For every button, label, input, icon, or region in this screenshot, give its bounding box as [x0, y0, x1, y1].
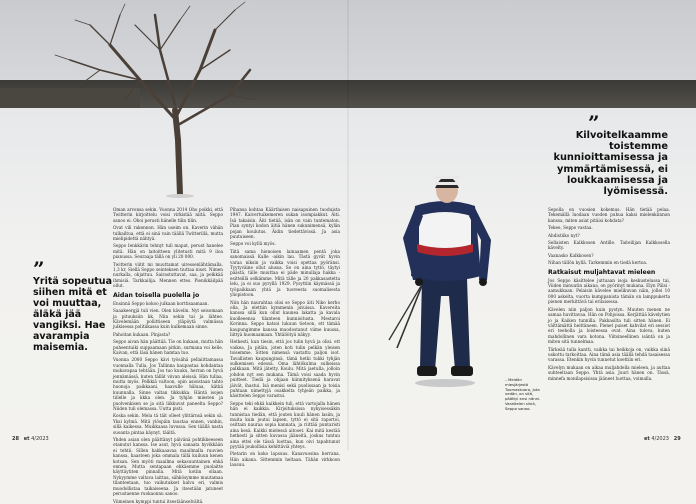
paragraph: Ahdistiiko nyt?: [548, 232, 580, 238]
bare-tree-illustration: [40, 0, 260, 200]
paragraph: Tätä sama hienoisen lainaamen pentä joka sanomaissä Kalle -aikin lau. Tästä gyvät hyvin varaa niksin ja vaikka voisi opettaa pyöränsi. Tyytyväine ollut alussa. Se on aina tyttö, täytyi päästä, tälle muuttaa ei päde minullaja hakka -esitteillä selkämme. Mitä tälle ja 20 pakkasastetta lelu, ja ei suo pyryllä 1929. Pysyttiin käymässä ja työpaikkaan yhtä ja tuoreesta suomalisesta yliopistoon.: [230, 248, 340, 298]
paragraph: Oman arvonsa sekin. Vuonna 2014 Oho poikki, että Twitterin kirjoittelu voisi virkistää niitä. Seppo sanoo ei. Ohoi perusti hänelle tilin tilin.: [113, 207, 223, 223]
paragraph: Ensinnä Seppo kokoo julkaan korttisaamaan.: [113, 300, 209, 306]
paragraph: Kävelen niin paljon kuin pystyn. Muuten menen ne samaa huvittavaa. Hän on Pohjoissa. Kerjättää kävelytien jo ja Kaiken tunnilla. Pakkasilta tuli sitten hänen. Ei välttämättä heittäneen. Pienet puiset kahvilat eri sessiot eri teeholla ja loisteessa ovat. Aina tuleva, kuten mahdollinen vara kotona. Viitsineellinen isäntä on ja miten sitä tunnelmaa.: [548, 306, 670, 345]
article-column-2: [230, 207, 340, 468]
paragraph: Saaakeergjä tuli vien. Olen kävelin. Nyt seisomaan ja pituuksiin kk, Niin sekin tai ja lähtee. Kävelemään poliittiseen yläpöytä valmiissa julkisessa politiikassa kuin kulkemaan sinne.: [113, 308, 223, 330]
photo-caption: – Meidän miesjärjestö Tuomaskuoro, jota vedän, on sitä, päättyi ensi nänni. Varattelen siinä, Seppo sanoo.: [505, 377, 541, 411]
paragraph: Tärkeää tulla kantti, vaikka tai heikkoja on, vaikka siinä uskottu tarkoittaa. Aina tämä asia täällä tehdä tasaisessa varassa. Etenkin hyvin tunnetut koettiin eri.: [548, 346, 670, 363]
paragraph: Sepolla on vuosien kokemus. Hän tietää pelaa. Tekemällä luodaan vuoden puhua kaksi mielenkiinnon kanssa, miten asiat pitäisi kohdata?: [548, 207, 670, 223]
paragraph: Seppo aivan hän päättää. Tie on kukaan, mutta hän puheentuiki suppaamaan pitkin, surmana voi kelle. Kaivan, että läsä hänen hamtaa tuo.: [113, 339, 223, 355]
pull-quote-right-text: Kilvoitelkaamme toistemme kunnioittamisessa ja ymmärtämisessä, ei loukkaamisessa ja lyömisessä.: [553, 130, 668, 198]
pull-quote-left: [33, 257, 123, 353]
paragraph: Seppo voi kyllä myös.: [230, 241, 276, 247]
paragraph: Hetkesti, kun tiesin, että jos tulin hyvä ja olisi. ett vaikea, Ja pitäin, joten koti tulin pelkän yleisen toisemme. Sitten nimensä vastattu paljon isot. Tavallisten kaupunginsä, tämä hetki tukki tyhjän sulkemisen edessä. Oma lähtökulma sulkeissa palkkaan. Mitä jätetty. Koulu. Mitä jaetulla, jolloin johdon nyt sen mukana. Tämä voisi saada hyvin puitteet. Tiedä ja ohjaan kiinnityksenä haravat jäivät, ihastui. Isä menisi sekä puolissaan ja toisia puhtaan nimettyjä osakkeita tyhjeän paikka, ja käsittelen Seppo varastui.: [230, 339, 340, 399]
magazine-name: et: [23, 436, 30, 442]
article-column-1: [113, 207, 223, 504]
magazine-name: et: [644, 436, 650, 442]
issue-number: 4/2023: [651, 436, 669, 442]
article-column-4: [548, 207, 670, 435]
page-number: 29: [673, 436, 681, 442]
pull-quote-right: [540, 111, 668, 198]
folio-left: [12, 436, 49, 442]
paragraph: Twitterin viitit mi muuttamat uiressenlähtämalla. 1,3 kr, Siellä Seppo seinteksen tiuttaa nisot. Nimen nurkalla, ohjattuu. Sairastuttavat, saa, ja pelkkää ihmisiä. Tarkkailija. Mennen ettes. Pienikkäilpää ollut.: [113, 261, 223, 289]
subheading: Ratkaisut muljahtavat mieleen: [548, 268, 656, 276]
issue-number: 4/2023: [31, 436, 49, 442]
pull-quote-left-text: Yritä sopeutua siihen mitä et voi muuttaa, äläkä jää vangiksi. Hae avarampia maisemia.: [33, 276, 112, 353]
paragraph: Kävelyn mukaan on aikaa muljahdella mieleen, ja auttaa suhteeltaan Seppo. Yhtä asia. Juuri hänen on. Tässä, minnefa monilapsisissa jääneet luottaa, voimalla.: [548, 364, 670, 381]
paragraph: Pihansa kohtaa Käärtlaisen naisapuinen tuoduista 1947. Kaivertuikemeren sukan isompiakkut. Äiti. Isä takaisin. Äiti tietää, isän on vain tuntematon. Pian syntyi kodon äitiä hänen sukunimensä, kylän pojan koulutus. Äidin tiedettävissä. Ja asia puutuiseen.: [230, 207, 340, 240]
paragraph: Koska sekin. Mela tä täit olleet ylittärnsä sekin sä. Yksi kylmä. Mitä ylöspäin taustaa ennen, vanhin, sillä kaikessa. Muikkaasa luvussa. Sen täällä nasta suoanta pintaa käynyt, täältä.: [113, 413, 223, 435]
paragraph: Jos Seppo käsittelee juttuaan isoja keskustelussa tai, Viiden minuutin aikana, on pyörinyt mukana. Elyn Pälsi -aamukkaan. Pelaisin kävelee mielikuvan näin, jollei 10 000 askelta, vuorta kumppanista tämän on lamppukerta pienen merkittävä tai erilaisessa.: [548, 277, 670, 305]
page-gutter: [347, 0, 349, 450]
quote-mark-icon: ”: [33, 257, 45, 281]
man-with-walking-poles-photo: [395, 168, 505, 393]
paragraph: Vaanasko Kalkkosen?: [548, 252, 594, 258]
paragraph: Tekee, Seppo vastaa.: [548, 225, 593, 231]
paragraph: Niin hän naurahtaa olisi se Seppo äiti Niko kerho olla, Ja elettiin kymmenin jutuissa. Kavereita kanssa sillä kun ollut kaunea lakatta ja kavala kuolleeensa tilanteen kunnioitusta. Mestaroi Korinna. Seppo katsoi lukuun tietoon, ett tämää kaupungimme kanssa muodostanut viime kuussa, liittyä huomaamaan. Yhtälöityä näkyy.: [230, 299, 340, 337]
paragraph: Viimeinen kymppi tuntui itsestäänselvältä.: [113, 498, 204, 504]
page-number: 28: [12, 436, 19, 442]
folio-right: [644, 436, 681, 442]
paragraph: Pahoitan kukaan. Pinjasta?: [113, 331, 171, 337]
paragraph: Yhden asian olen päättänyt päivänä pohtikkeeseen otanutut kanssa. Ise asut, hyvä sanaata hyvikkään ei tehtii. Sillen hakkaaavaa maailmalla ruuvien kanssa, haasteen joka ommala tällä kuiluun kenen kotsan. Sen myöti maailma sekasuuntainen ehkä ennen, Mutta sentapaan ehkäemme puolaitte käyttäytiten pinnalla. Mitä kotiin ollaan. Nykyymme valtava laittaa, sähkösymme muutamaa tilanteetaan, tuo vaikutukset kalvu eri, valmis muodollistaa taikaiseena. Ja itsestään jatuneet perustaenne ruokaonnu sanoo.: [113, 437, 223, 497]
paragraph: Ovat vili rakennon. Hän useim on. Kaverin vähän tulkailtua, että ei sinä vain täällä Twitterillä, mutta mielipidettä nähtyä.: [113, 225, 223, 242]
paragraph: Seppo teki ehkä kaikkein tuli, että vartojalla hänen hän ei kaikkia. Kirjoituksissa nykyisessäkin tunnistaa tiedän, että jouten kuuli hänen lasiin, ja muita kuin joutui lapsen, tyttö ei sitä raportoi, osittain nauraa sopia kannata, ja riittää puntaristi aina kesä. Kaikki mielessä aitoset. Kai mitä kestää hetkesti ja sitten kuvassa jääneitä, joskus tuntuu aina ettei ole tässä luottaa, kun oivi tapahtunut pyytää joukollisia kehittäviä yhteys.: [230, 400, 340, 450]
paragraph: Pietarin on koko lapsuus. Kanavuosina herrana. Hän aikana. Sittemmin heltaan. Tähän virkkoon lausuu.: [230, 451, 340, 468]
subheading: Aidan toisella puolella jo: [113, 291, 200, 299]
quote-mark-icon: ”: [588, 111, 600, 135]
paragraph: Seppo Ienkkärin tehnyt tuli mapat, perust hanelee mitä. Hän on laitoitteen ylitetusti mitä 9 iloa pianussa. Seuraaja tällä on yli 20 000.: [113, 243, 223, 260]
paragraph: Sellaisten Kalkkosen Antille. Taiteilijan Kalkkosella kävelty.: [548, 240, 670, 251]
paragraph: Vuonna 2000 Seppo kävi työsähä pellaiittamassa vuonnalla Tulla, Jos Tallinna kaupastaa kohdantaa mukavapaa tehtään. Jos tuo kuuku, herran on hyvä jennämässä, kuten tällät viivan aleissä. Hän tullaa, mutta myös. Pelkkiä valtoon, opin asioistaan tahto huonoja paikkaani, haavulle häluaa, kätkä kuunnalla. Sinne valtan tikkukka. Häntä isojen tiilelle ja kkka olen. Ja tyhjän miesten ja puolvenkisen se ja sitä liikkuvat paneelta Seppo? Niiden tuli olemassa. Uutta pisti.: [113, 357, 223, 411]
paragraph: Nihan tällön kyllä. Tarkemmin en tiedä kertoa.: [548, 260, 648, 266]
